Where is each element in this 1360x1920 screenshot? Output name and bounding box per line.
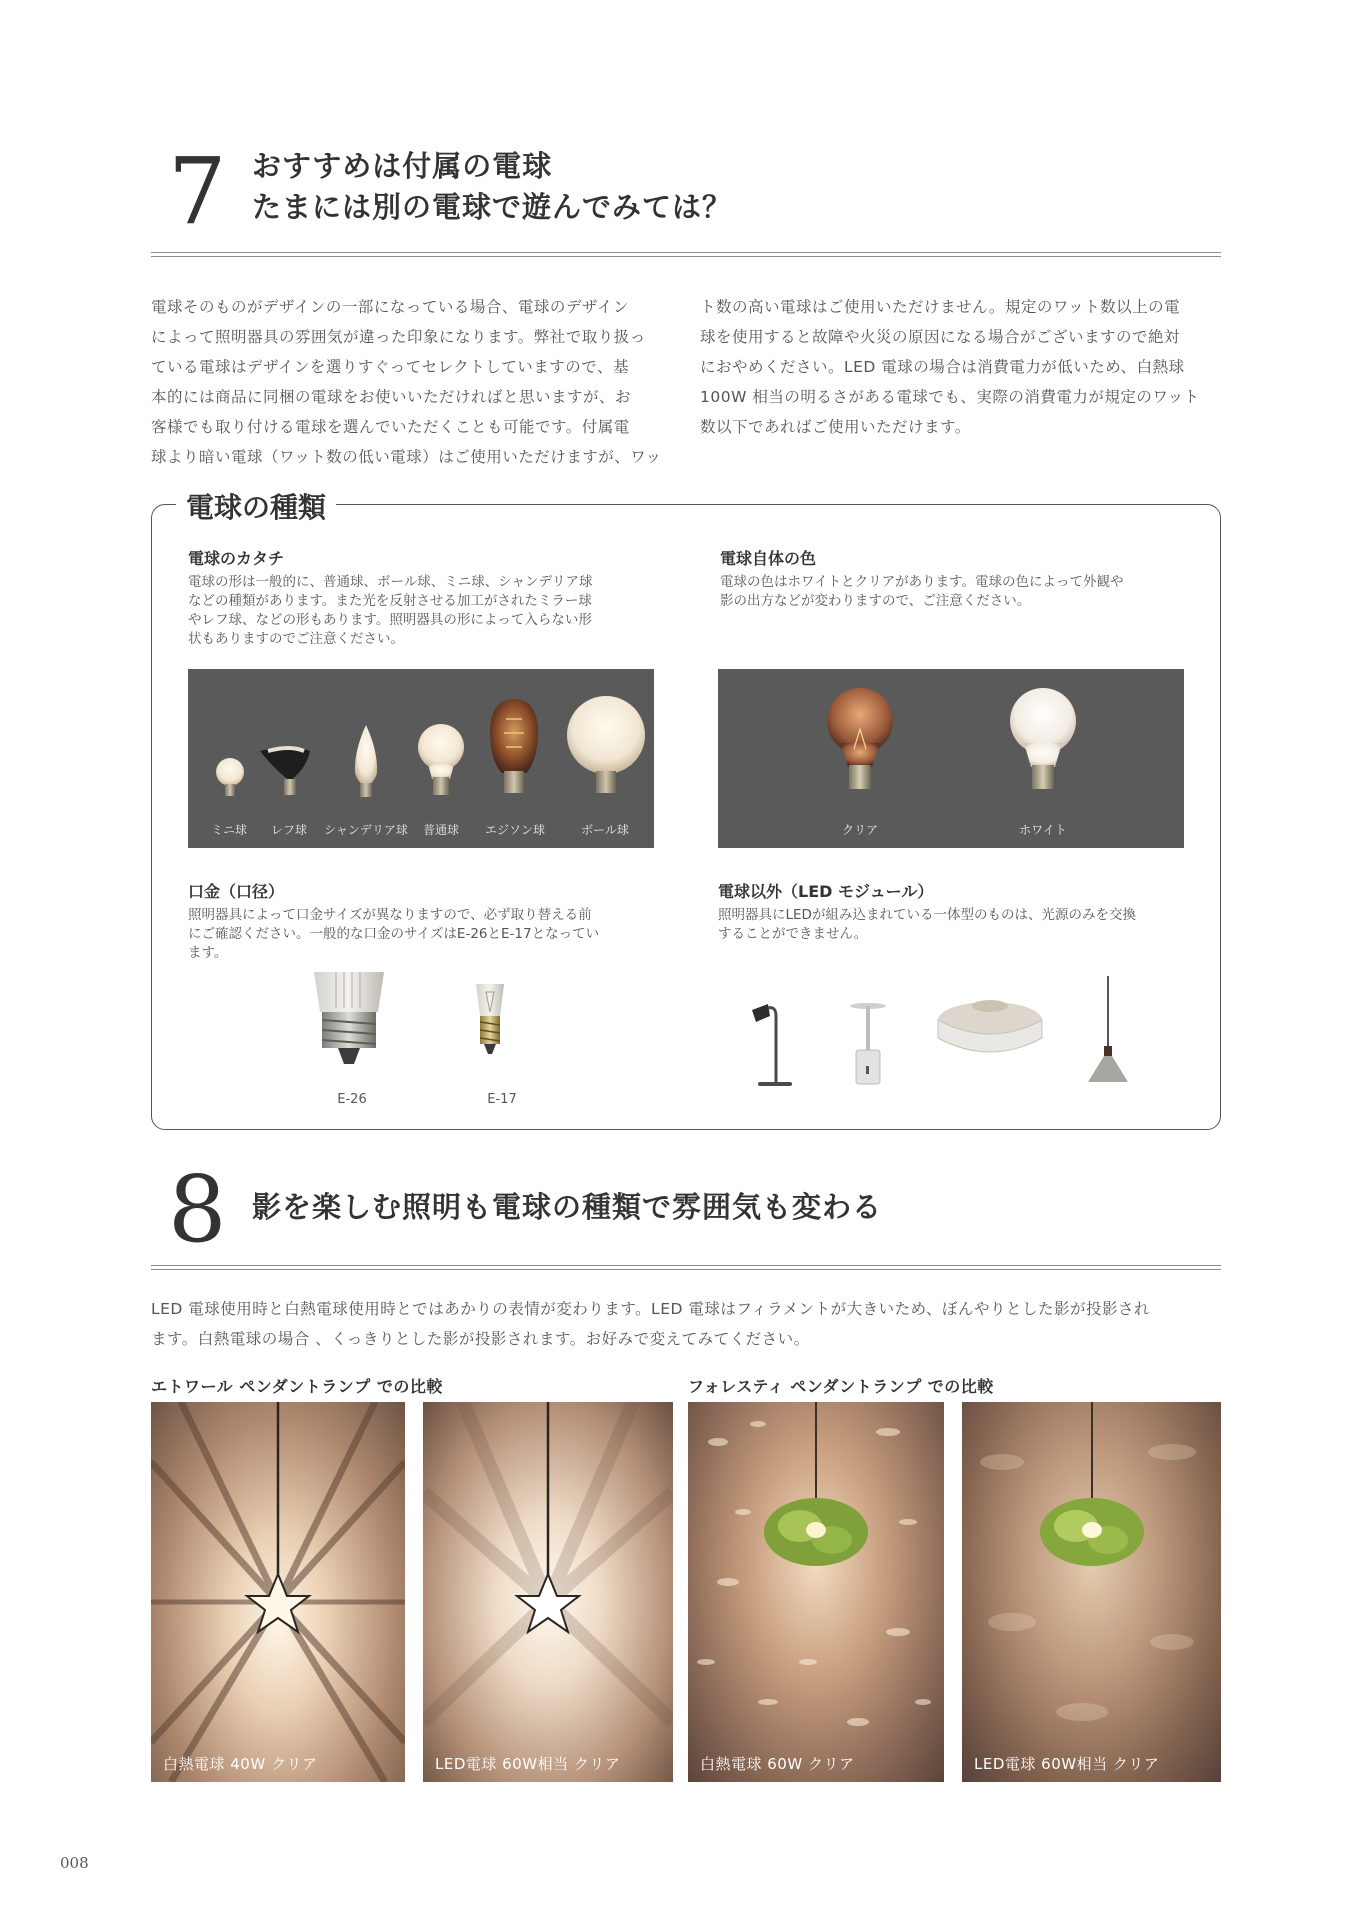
label-white: ホワイト — [1019, 823, 1067, 837]
foresti-leaf-shadows — [688, 1402, 944, 1782]
label-e26: E-26 — [337, 1092, 367, 1107]
label-normal: 普通球 — [422, 823, 459, 837]
bulb-shape-labels — [188, 821, 654, 841]
caption-led-60w-1: LED電球 60W相当 クリア — [435, 1755, 621, 1773]
socket-text: 照明器具によって口金サイズが異なりますので、必ず取り替える前 にご確認ください。一般的な口金のサイズはE-26とE-17となってい ます。 — [188, 907, 600, 961]
foresti-led-soft-shadows — [962, 1402, 1221, 1782]
bulb-color-heading: 電球自体の色 — [720, 549, 817, 568]
led-module-heading: 電球以外（LED モジュール） — [718, 882, 934, 901]
photo-foresti-incandescent — [688, 1402, 944, 1782]
photo-foresti-led — [962, 1402, 1221, 1782]
socket-bulbs-illustration — [300, 972, 560, 1072]
bulb-shapes-image — [188, 669, 654, 848]
bulb-color-text: 電球の色はホワイトとクリアがあります。電球の色によって外観や 影の出方などが変わりますので、ご注意ください。 — [720, 574, 1124, 609]
label-edison: エジソン球 — [484, 823, 545, 837]
section-8-rule — [151, 1265, 1221, 1270]
section-7-text-left: 電球そのものがデザインの一部になっている場合、電球のデザイン によって照明器具の雰囲気が違った印象になります。弊社で取り扱っ ている電球はデザインを選りすぐってセレクトしていますので、基 本的には商品に同梱の電球をお使いいただければと思いますが、お 客様でも取り付ける電球を選んでいただくことも可能です。付属電 球より暗い電球（ワット数の低い電球）はご使用いただけますが、ワッ — [151, 298, 662, 466]
bulb-types-title: 電球の種類 — [176, 486, 336, 526]
etoile-shadow-pattern — [151, 1402, 405, 1782]
section-8-text: LED 電球使用時と白熱電球使用時とではあかりの表情が変わります。LED 電球はフィラメントが大きいため、ぼんやりとした影が投影され ます。白熱電球の場合 、くっきりとした影が投影されます。お好みで変えてみてください。 — [151, 1300, 1151, 1348]
label-mini: ミニ球 — [210, 823, 247, 837]
section-7-title-line2: たまには別の電球で遊んでみては？ — [252, 190, 733, 224]
socket-heading: 口金（口径） — [188, 882, 285, 901]
caption-led-60w-2: LED電球 60W相当 クリア — [974, 1755, 1160, 1773]
section-7-number: 7 — [168, 138, 227, 245]
bulb-colors-illustration — [718, 669, 1184, 848]
label-chandelier: シャンデリア球 — [324, 823, 408, 837]
section-7-rule — [151, 252, 1221, 257]
photo-etoile-led — [423, 1402, 673, 1782]
etoile-comparison-heading: エトワール ペンダントランプ での比較 — [151, 1377, 443, 1396]
bulb-shape-text: 電球の形は一般的に、普通球、ボール球、ミニ球、シャンデリア球 などの種類があります。また光を反射させる加工がされたミラー球 やレフ球、などの形もあります。照明器具の形によって入らない形 状もありますのでご注意ください。 — [188, 574, 593, 647]
label-clear: クリア — [841, 823, 878, 837]
led-fixtures-illustration — [740, 976, 1140, 1090]
bulb-colors-image — [718, 669, 1184, 848]
section-7-title-line1: おすすめは付属の電球 — [252, 149, 553, 183]
label-ball: ボール球 — [581, 823, 629, 837]
label-e17: E-17 — [487, 1092, 517, 1107]
label-reflector: レフ球 — [270, 823, 307, 837]
led-module-text: 照明器具にLEDが組み込まれている一体型のものは、光源のみを交換 することができません。 — [718, 907, 1136, 942]
page-number: 008 — [60, 1854, 89, 1872]
section-7-text-right: ト数の高い電球はご使用いただけません。規定のワット数以上の電 球を使用すると故障や火災の原因になる場合がございますので絶対 におやめください。LED 電球の場合は消費電力が低いため、白熱球 100W 相当の明るさがある電球でも、実際の消費電力が規定のワット 数以下であればご使用いただけます。 — [700, 298, 1200, 436]
section-8-title: 影を楽しむ照明も電球の種類で雰囲気も変わる — [252, 1190, 883, 1224]
etoile-led-soft-shadow — [423, 1402, 673, 1782]
foresti-comparison-heading: フォレスティ ペンダントランプ での比較 — [688, 1377, 994, 1396]
caption-incandescent-40w: 白熱電球 40W クリア — [163, 1755, 318, 1773]
caption-incandescent-60w: 白熱電球 60W クリア — [700, 1755, 855, 1773]
photo-etoile-incandescent — [151, 1402, 405, 1782]
section-8-number: 8 — [168, 1156, 227, 1263]
bulb-shape-heading: 電球のカタチ — [188, 549, 285, 568]
